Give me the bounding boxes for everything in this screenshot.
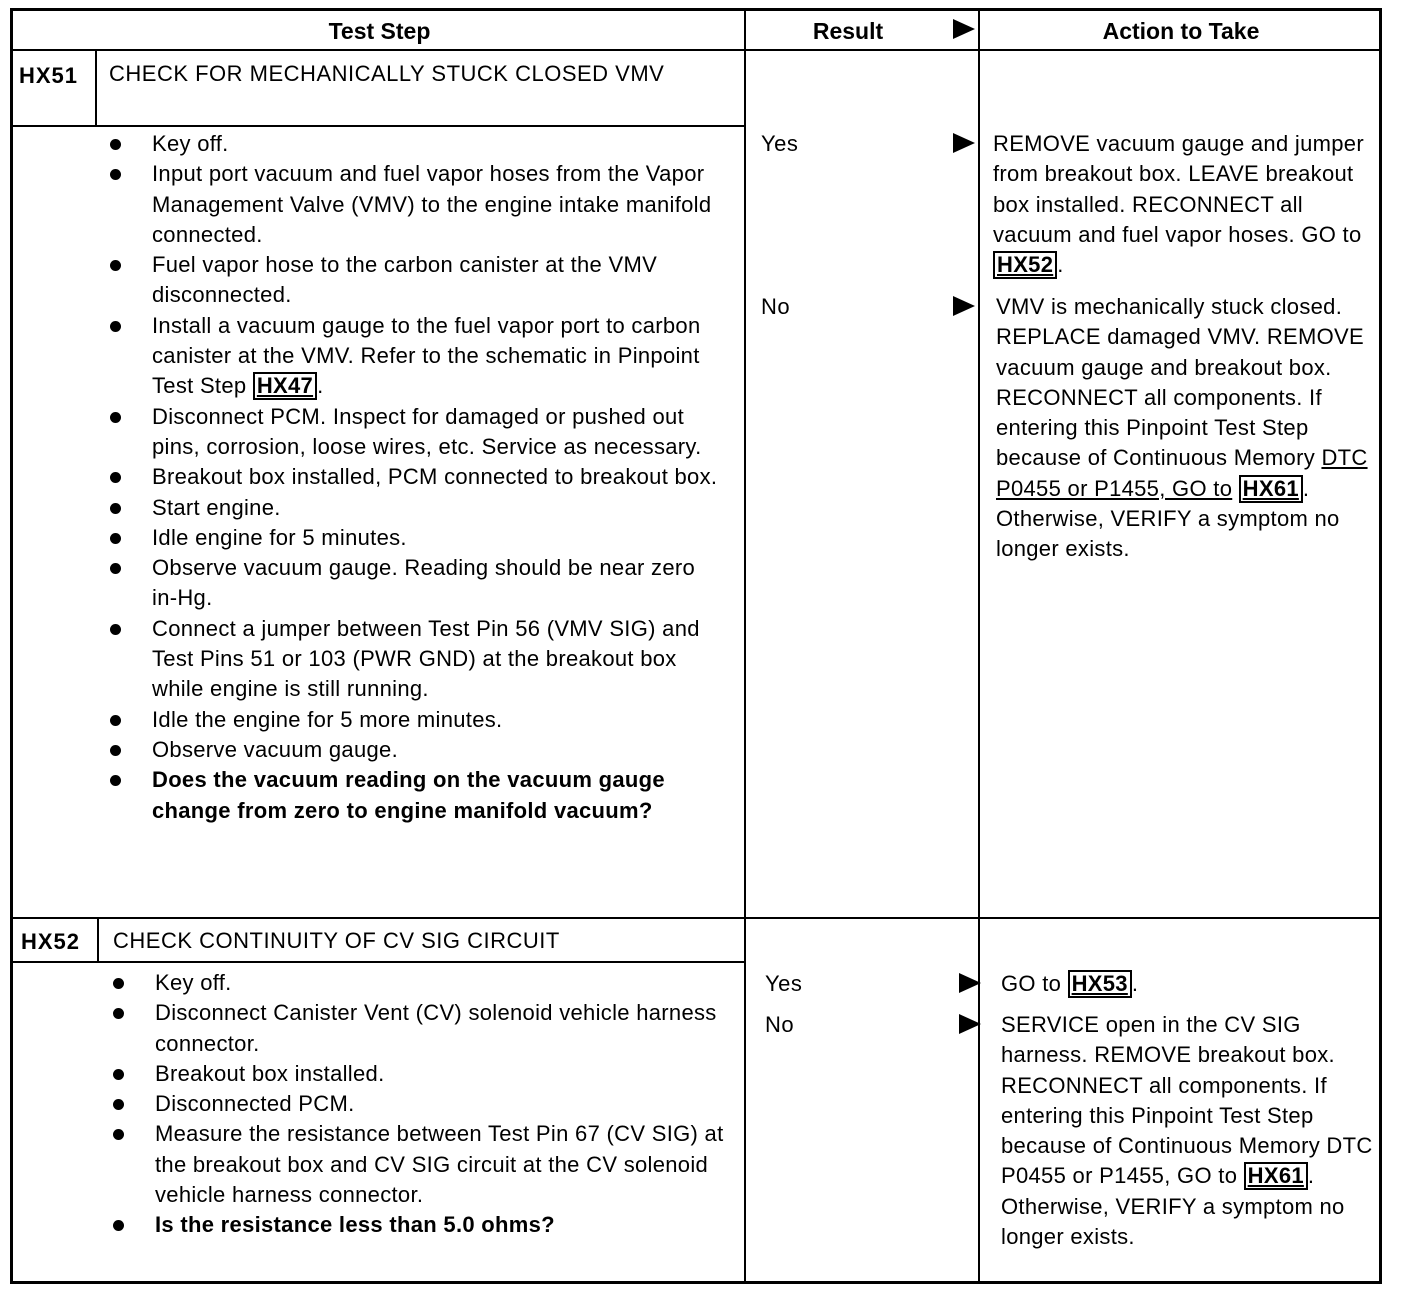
step-question: Does the vacuum reading on the vacuum gauge change from zero to engine manifold vacuum? <box>110 765 720 826</box>
list-item: Observe vacuum gauge. Reading should be near zero in-Hg. <box>110 553 720 614</box>
list-item: Start engine. <box>110 493 720 523</box>
step-question: Is the resistance less than 5.0 ohms? <box>113 1210 728 1240</box>
header-result: Result <box>812 18 884 44</box>
result-arrow-icon <box>953 296 975 316</box>
step-reference-link[interactable]: HX52 <box>993 251 1057 279</box>
header-arrow-icon <box>953 19 975 39</box>
list-item: Disconnect Canister Vent (CV) solenoid vehicle harness connector. <box>113 998 728 1059</box>
list-item: Idle engine for 5 minutes. <box>110 523 720 553</box>
result-no: No <box>765 1012 795 1037</box>
header-action: Action to Take <box>1102 18 1260 44</box>
list-item: Fuel vapor hose to the carbon canister at the VMV disconnected. <box>110 250 720 311</box>
result-no: No <box>761 294 791 319</box>
diagnostic-table <box>10 8 1382 1284</box>
list-item: Observe vacuum gauge. <box>110 735 720 765</box>
list-item: Key off. <box>113 968 728 998</box>
step-title: CHECK FOR MECHANICALLY STUCK CLOSED VMV <box>109 61 665 86</box>
step-checklist <box>110 129 720 826</box>
action-no: VMV is mechanically stuck closed. REPLACE damaged VMV. REMOVE vacuum gauge and breakout box. RECONNECT all components. If entering this Pinpoint Test Step because of Continuous Memory DTC P0455 or P1455, GO to HX61 . Otherwise, VERIFY a symptom no longer exists. <box>996 294 1368 562</box>
action-yes: REMOVE vacuum gauge and jumper from breakout box. LEAVE breakout box installed. RECONNECT all vacuum and fuel vapor hoses. GO to HX52 . <box>993 131 1364 278</box>
title-divider <box>13 125 746 127</box>
column-divider-result <box>978 11 980 1281</box>
result-yes: Yes <box>761 131 799 156</box>
list-item: Input port vacuum and fuel vapor hoses from the Vapor Management Valve (VMV) to the engine intake manifold connected. <box>110 159 720 250</box>
step-id-divider <box>95 49 97 127</box>
table-header <box>13 11 1379 51</box>
action-yes: GO to HX53 . <box>1001 971 1139 996</box>
column-divider-test-step <box>744 11 746 1281</box>
step-id-divider <box>97 917 99 963</box>
list-item: Measure the resistance between Test Pin 67 (CV SIG) at the breakout box and CV SIG circuit at the CV solenoid vehicle harness connector. <box>113 1119 728 1210</box>
header-test-step: Test Step <box>328 18 431 44</box>
result-arrow-icon <box>959 1014 981 1034</box>
step-id: HX52 <box>21 929 81 954</box>
result-arrow-icon <box>959 973 981 993</box>
list-item: Breakout box installed, PCM connected to breakout box. <box>110 462 720 492</box>
list-item: Breakout box installed. <box>113 1059 728 1089</box>
step-reference-link[interactable]: HX61 <box>1244 1162 1308 1190</box>
action-no: SERVICE open in the CV SIG harness. REMOVE breakout box. RECONNECT all components. If entering this Pinpoint Test Step because of Continuous Memory DTC P0455 or P1455, GO to HX61 . Otherwise, VERIFY a symptom no longer exists. <box>1001 1012 1373 1250</box>
result-arrow-icon <box>953 133 975 153</box>
step-title: CHECK CONTINUITY OF CV SIG CIRCUIT <box>113 928 560 953</box>
step-reference-link[interactable]: HX61 <box>1239 475 1303 503</box>
list-item: Connect a jumper between Test Pin 56 (VMV SIG) and Test Pins 51 or 103 (PWR GND) at the breakout box while engine is still running. <box>110 614 720 705</box>
list-item: Disconnected PCM. <box>113 1089 728 1119</box>
step-id: HX51 <box>19 63 79 88</box>
step-checklist <box>113 968 728 1241</box>
step-reference-link[interactable]: HX47 <box>253 372 317 400</box>
title-divider <box>13 961 746 963</box>
result-yes: Yes <box>765 971 803 996</box>
list-item: Install a vacuum gauge to the fuel vapor port to carbon canister at the VMV. Refer to the schematic in Pinpoint Test Step HX47 . <box>110 311 720 402</box>
list-item: Idle the engine for 5 more minutes. <box>110 705 720 735</box>
step-reference-link[interactable]: HX53 <box>1068 970 1132 998</box>
step-separator <box>13 917 1379 919</box>
list-item: Disconnect PCM. Inspect for damaged or pushed out pins, corrosion, loose wires, etc. Service as necessary. <box>110 402 720 463</box>
list-item: Key off. <box>110 129 720 159</box>
